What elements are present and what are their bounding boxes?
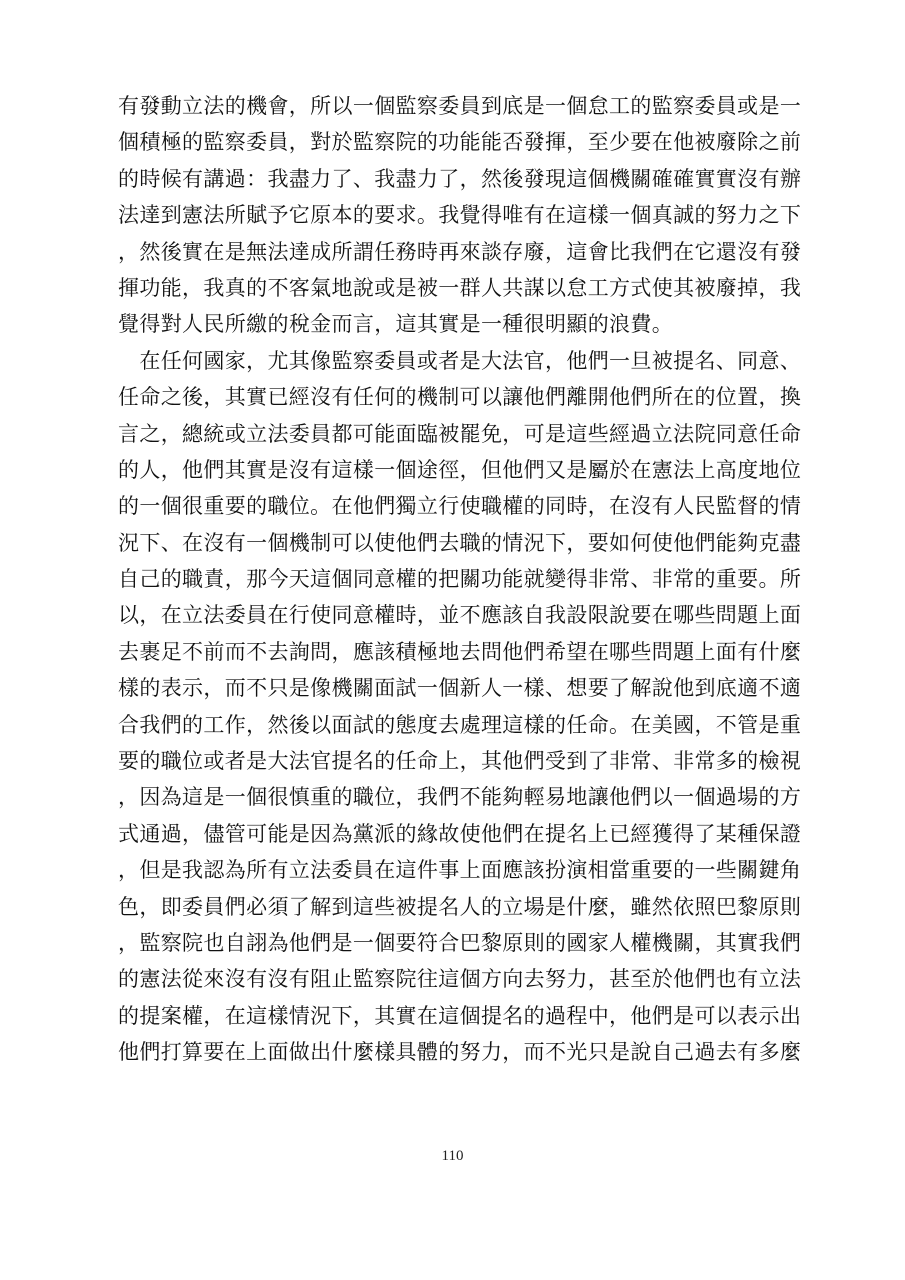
text-line: 況下、在沒有一個機制可以使他們去職的情況下，要如何使他們能夠克盡 (118, 530, 802, 555)
text-line: 的提案權，在這樣情況下，其實在這個提名的過程中，他們是可以表示出 (118, 1003, 802, 1028)
text-line: 覺得對人民所繳的稅金而言，這其實是一種很明顯的浪費。 (118, 312, 674, 337)
text-line: 要的職位或者是大法官提名的任命上，其他們受到了非常、非常多的檢視 (118, 749, 802, 774)
text-line: 的人，他們其實是沒有這樣一個途徑，但他們又是屬於在憲法上高度地位 (118, 457, 802, 482)
text-line: 他們打算要在上面做出什麼樣具體的努力，而不光只是說自己過去有多麼 (118, 1040, 802, 1065)
text-line: 言之，總統或立法委員都可能面臨被罷免，可是這些經過立法院同意任命 (118, 421, 802, 446)
text-line: ，監察院也自詡為他們是一個要符合巴黎原則的國家人權機關，其實我們 (118, 930, 802, 955)
body-text (118, 88, 808, 1071)
text-line: 揮功能，我真的不客氣地說或是被一群人共謀以怠工方式使其被廢掉，我 (118, 275, 802, 300)
text-line: ，但是我認為所有立法委員在這件事上面應該扮演相當重要的一些關鍵角 (118, 858, 802, 883)
text-line: 的憲法從來沒有沒有阻止監察院往這個方向去努力，甚至於他們也有立法 (118, 967, 802, 992)
text-line: 的一個很重要的職位。在他們獨立行使職權的同時，在沒有人民監督的情 (118, 494, 802, 519)
text-line: 式通過，儘管可能是因為黨派的緣故使他們在提名上已經獲得了某種保證 (118, 821, 802, 846)
text-line: 以，在立法委員在行使同意權時，並不應該自我設限說要在哪些問題上面 (118, 603, 802, 628)
text-line: 去裹足不前而不去詢問，應該積極地去問他們希望在哪些問題上面有什麼 (118, 639, 802, 664)
text-line: 有發動立法的機會，所以一個監察委員到底是一個怠工的監察委員或是一 (118, 94, 802, 118)
text-line: 個積極的監察委員，對於監察院的功能能否發揮，至少要在他被廢除之前 (118, 130, 802, 155)
text-line: 自己的職責，那今天這個同意權的把關功能就變得非常、非常的重要。所 (118, 567, 802, 592)
text-line: 在任何國家，尤其像監察委員或者是大法官，他們一旦被提名、同意、 (118, 348, 802, 373)
text-line: 法達到憲法所賦予它原本的要求。我覺得唯有在這樣一個真誠的努力之下 (118, 203, 802, 228)
text-line: 色，即委員們必須了解到這些被提名人的立場是什麼，雖然依照巴黎原則 (118, 894, 802, 919)
page-number: 110 (441, 1148, 464, 1164)
text-line: ，因為這是一個很慎重的職位，我們不能夠輕易地讓他們以一個過場的方 (118, 785, 802, 810)
text-line: 合我們的工作，然後以面試的態度去處理這樣的任命。在美國，不管是重 (118, 712, 802, 737)
text-line: 任命之後，其實已經沒有任何的機制可以讓他們離開他們所在的位置，換 (118, 385, 802, 410)
text-line: ，然後實在是無法達成所謂任務時再來談存廢，這會比我們在它還沒有發 (118, 239, 802, 264)
text-line: 的時候有講過：我盡力了、我盡力了，然後發現這個機關確確實實沒有辦 (118, 166, 802, 191)
text-line: 樣的表示，而不只是像機關面試一個新人一樣、想要了解說他到底適不適 (118, 676, 802, 701)
